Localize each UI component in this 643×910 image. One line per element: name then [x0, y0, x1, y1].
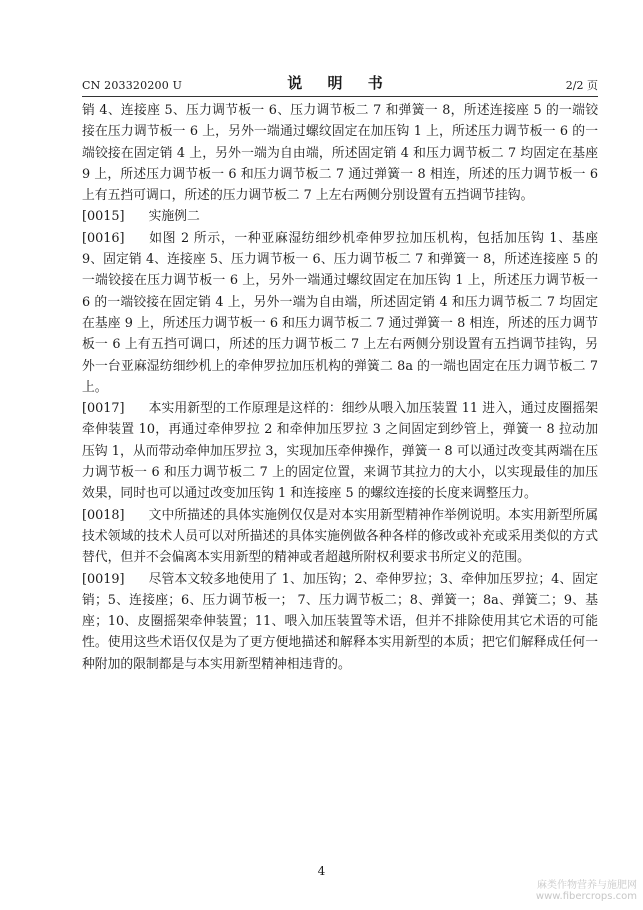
paragraph-number: [0019] [82, 571, 125, 587]
paragraph-continued [82, 100, 598, 206]
paragraph-0019 [82, 569, 598, 675]
document-title: 说 明 书 [287, 74, 393, 92]
patent-number: CN 203320200 U [82, 79, 183, 92]
paragraph-text: 如图 2 所示，一种亚麻湿纺细纱机牵伸罗拉加压机构，包括加压钩 1、基座 9、固定销 4、连接座 5、压力调节板一 6、压力调节板二 7 和弹簧一 8，所述连接座 5 的一端铰接在压力调节板一 6 上，另外一端通过螺纹固定在加压钩 1 上，所述压力调节板一 6 的一端铰接在固定销 4 上，另外一端为自由端，所述固定销 4 和压力调节板二 7 均固定在基座 9 上，所述压力调节板一 6 和压力调节板二 7 通过弹簧一 8 相连，所述的压力调节板一 6 上有五挡可调口，所述的压力调节板二 7 上左右两侧分别设置有五挡调节挂钩，另外一台亚麻湿纺细纱机上的牵伸罗拉加压机构的弹簧二 8a 的一端也固定在压力调节板二 7 上。 [82, 230, 598, 395]
watermark-url: www.fibercrops.com [535, 891, 637, 902]
paragraph-text: 本实用新型的工作原理是这样的：细纱从喂入加压装置 11 进入，通过皮圈摇架牵伸装置 10，再通过牵伸罗拉 2 和牵伸加压罗拉 3 之间固定到纱管上，弹簧一 8 拉动加压钩 1，从而带动牵伸加压罗拉 3，实现加压牵伸操作，弹簧一 8 可以通过改变其两端在压力调节板一 6 和压力调节板二 7 上的固定位置，来调节其拉力的大小，以实现最佳的加压效果，同时也可以通过改变加压钩 1 和连接座 5 的螺纹连接的长度来调整压力。 [82, 401, 598, 502]
site-watermark [536, 880, 637, 902]
paragraph-number: [0018] [82, 507, 125, 523]
paragraph-text: 销 4、连接座 5、压力调节板一 6、压力调节板二 7 和弹簧一 8，所述连接座 5 的一端铰接在压力调节板一 6 上，另外一端通过螺纹固定在加压钩 1 上，所述压力调节板一 6 的一端铰接在固定销 4 上，另外一端为自由端，所述固定销 4 和压力调节板二 7 均固定在基座 9 上，所述压力调节板一 6 和压力调节板二 7 通过弹簧一 8 相连，所述的压力调节板一 6 上有五挡可调口，所述的压力调节板二 7 上左右两侧分别设置有五挡调节挂钩。 [82, 103, 598, 204]
paragraph-text: 文中所描述的具体实施例仅仅是对本实用新型精神作举例说明。本实用新型所属技术领域的技术人员可以对所描述的具体实施例做各种各样的修改或补充或采用类似的方式替代，但并不会偏离本实用新型的精神或者超越所附权利要求书所定义的范围。 [82, 507, 598, 566]
paragraph-text: 尽管本文较多地使用了 1、加压钩；2、牵伸罗拉；3、牵伸加压罗拉；4、固定销；5、连接座；6、压力调节板一； 7、压力调节板二；8、弹簧一；8a、弹簧二；9、基座；10、皮圈摇架牵伸装置；11、喂入加压装置等术语，但并不排除使用其它术语的可能性。使用这些术语仅仅是为了更方便地描述和解释本实用新型的本质；把它们解释成任何一种附加的限制都是与本实用新型精神相违背的。 [82, 571, 598, 672]
page-counter: 2/2 页 [565, 79, 598, 92]
paragraph-0017 [82, 398, 598, 504]
header-rule [82, 96, 598, 97]
paragraph-text: 实施例二 [148, 209, 200, 225]
paragraph-number: [0015] [82, 209, 125, 225]
paragraph-0015 [82, 206, 598, 227]
page-header [82, 74, 598, 94]
watermark-title: 麻类作物营养与施肥网 [537, 880, 637, 891]
paragraph-number: [0016] [82, 230, 125, 246]
paragraph-0016 [82, 228, 598, 398]
paragraph-0018 [82, 505, 598, 569]
body-text [82, 100, 598, 675]
page-number: 4 [317, 864, 326, 878]
paragraph-number: [0017] [82, 401, 125, 417]
